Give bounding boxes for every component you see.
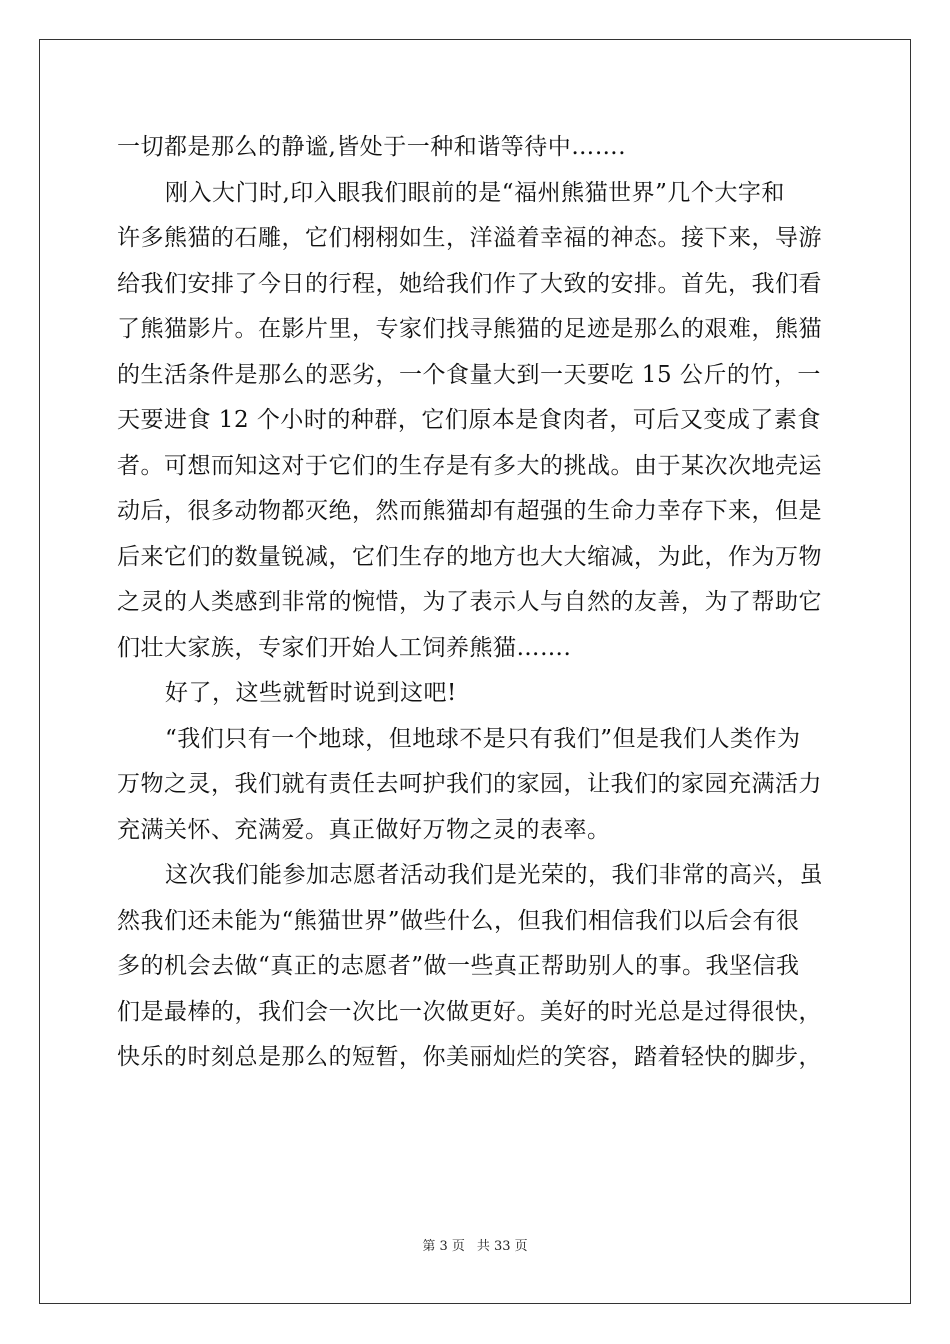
- text-line: “我们只有一个地球，但地球不是只有我们”但是我们人类作为: [165, 725, 801, 752]
- text-line: 好了，这些就暂时说到这吧!: [165, 680, 457, 706]
- text-line: 后来它们的数量锐减，它们生存的地方也大大缩减，为此，作为万物: [117, 543, 822, 570]
- text-line: 这次我们能参加志愿者活动我们是光荣的，我们非常的高兴，虽: [165, 862, 823, 888]
- text-line: 者。可想而知这对于它们的生存是有多大的挑战。由于某次次地壳运: [117, 452, 822, 479]
- text-line: 天要进食 12 个小时的种群，它们原本是食肉者，可后又变成了素食: [117, 407, 821, 433]
- text-line: 们是最棒的，我们会一次比一次做更好。美好的时光总是过得很快，: [117, 998, 822, 1025]
- text-line: 然我们还未能为“熊猫世界”做些什么，但我们相信我们以后会有很: [117, 907, 800, 934]
- text-line: 刚入大门时,印入眼我们眼前的是“福州熊猫世界”几个大字和: [165, 179, 785, 206]
- text-line: 给我们安排了今日的行程，她给我们作了大致的安排。首先，我们看: [117, 270, 822, 297]
- text-line: 动后，很多动物都灭绝，然而熊猫却有超强的生命力幸存下来，但是: [117, 498, 822, 524]
- text-line: 万物之灵，我们就有责任去呵护我们的家园，让我们的家园充满活力: [117, 771, 822, 797]
- text-line: 充满关怀、充满爱。真正做好万物之灵的表率。: [117, 816, 611, 843]
- text-line: 了熊猫影片。在影片里，专家们找寻熊猫的足迹是那么的艰难，熊猫: [117, 316, 822, 342]
- page-number: 第 3 页: [422, 1239, 465, 1254]
- page-total: 共 33 页: [476, 1239, 528, 1254]
- text-line: 快乐的时刻总是那么的短暂，你美丽灿烂的笑容，踏着轻快的脚步，: [117, 1044, 822, 1070]
- text-line: 之灵的人类感到非常的惋惜，为了表示人与自然的友善，为了帮助它: [117, 589, 822, 615]
- text-line: 的生活条件是那么的恶劣，一个食量大到一天要吃 15 公斤的竹，一: [117, 361, 821, 388]
- text-line: 们壮大家族，专家们开始人工饲养熊猫…….: [117, 634, 572, 661]
- page-footer: [0, 1235, 950, 1254]
- document-body: [117, 125, 837, 1081]
- text-line: 一切都是那么的静谧,皆处于一种和谐等待中…….: [117, 134, 627, 160]
- text-line: 许多熊猫的石雕，它们栩栩如生，洋溢着幸福的神态。接下来，导游: [117, 225, 822, 251]
- text-line: 多的机会去做“真正的志愿者”做一些真正帮助别人的事。我坚信我: [117, 953, 800, 979]
